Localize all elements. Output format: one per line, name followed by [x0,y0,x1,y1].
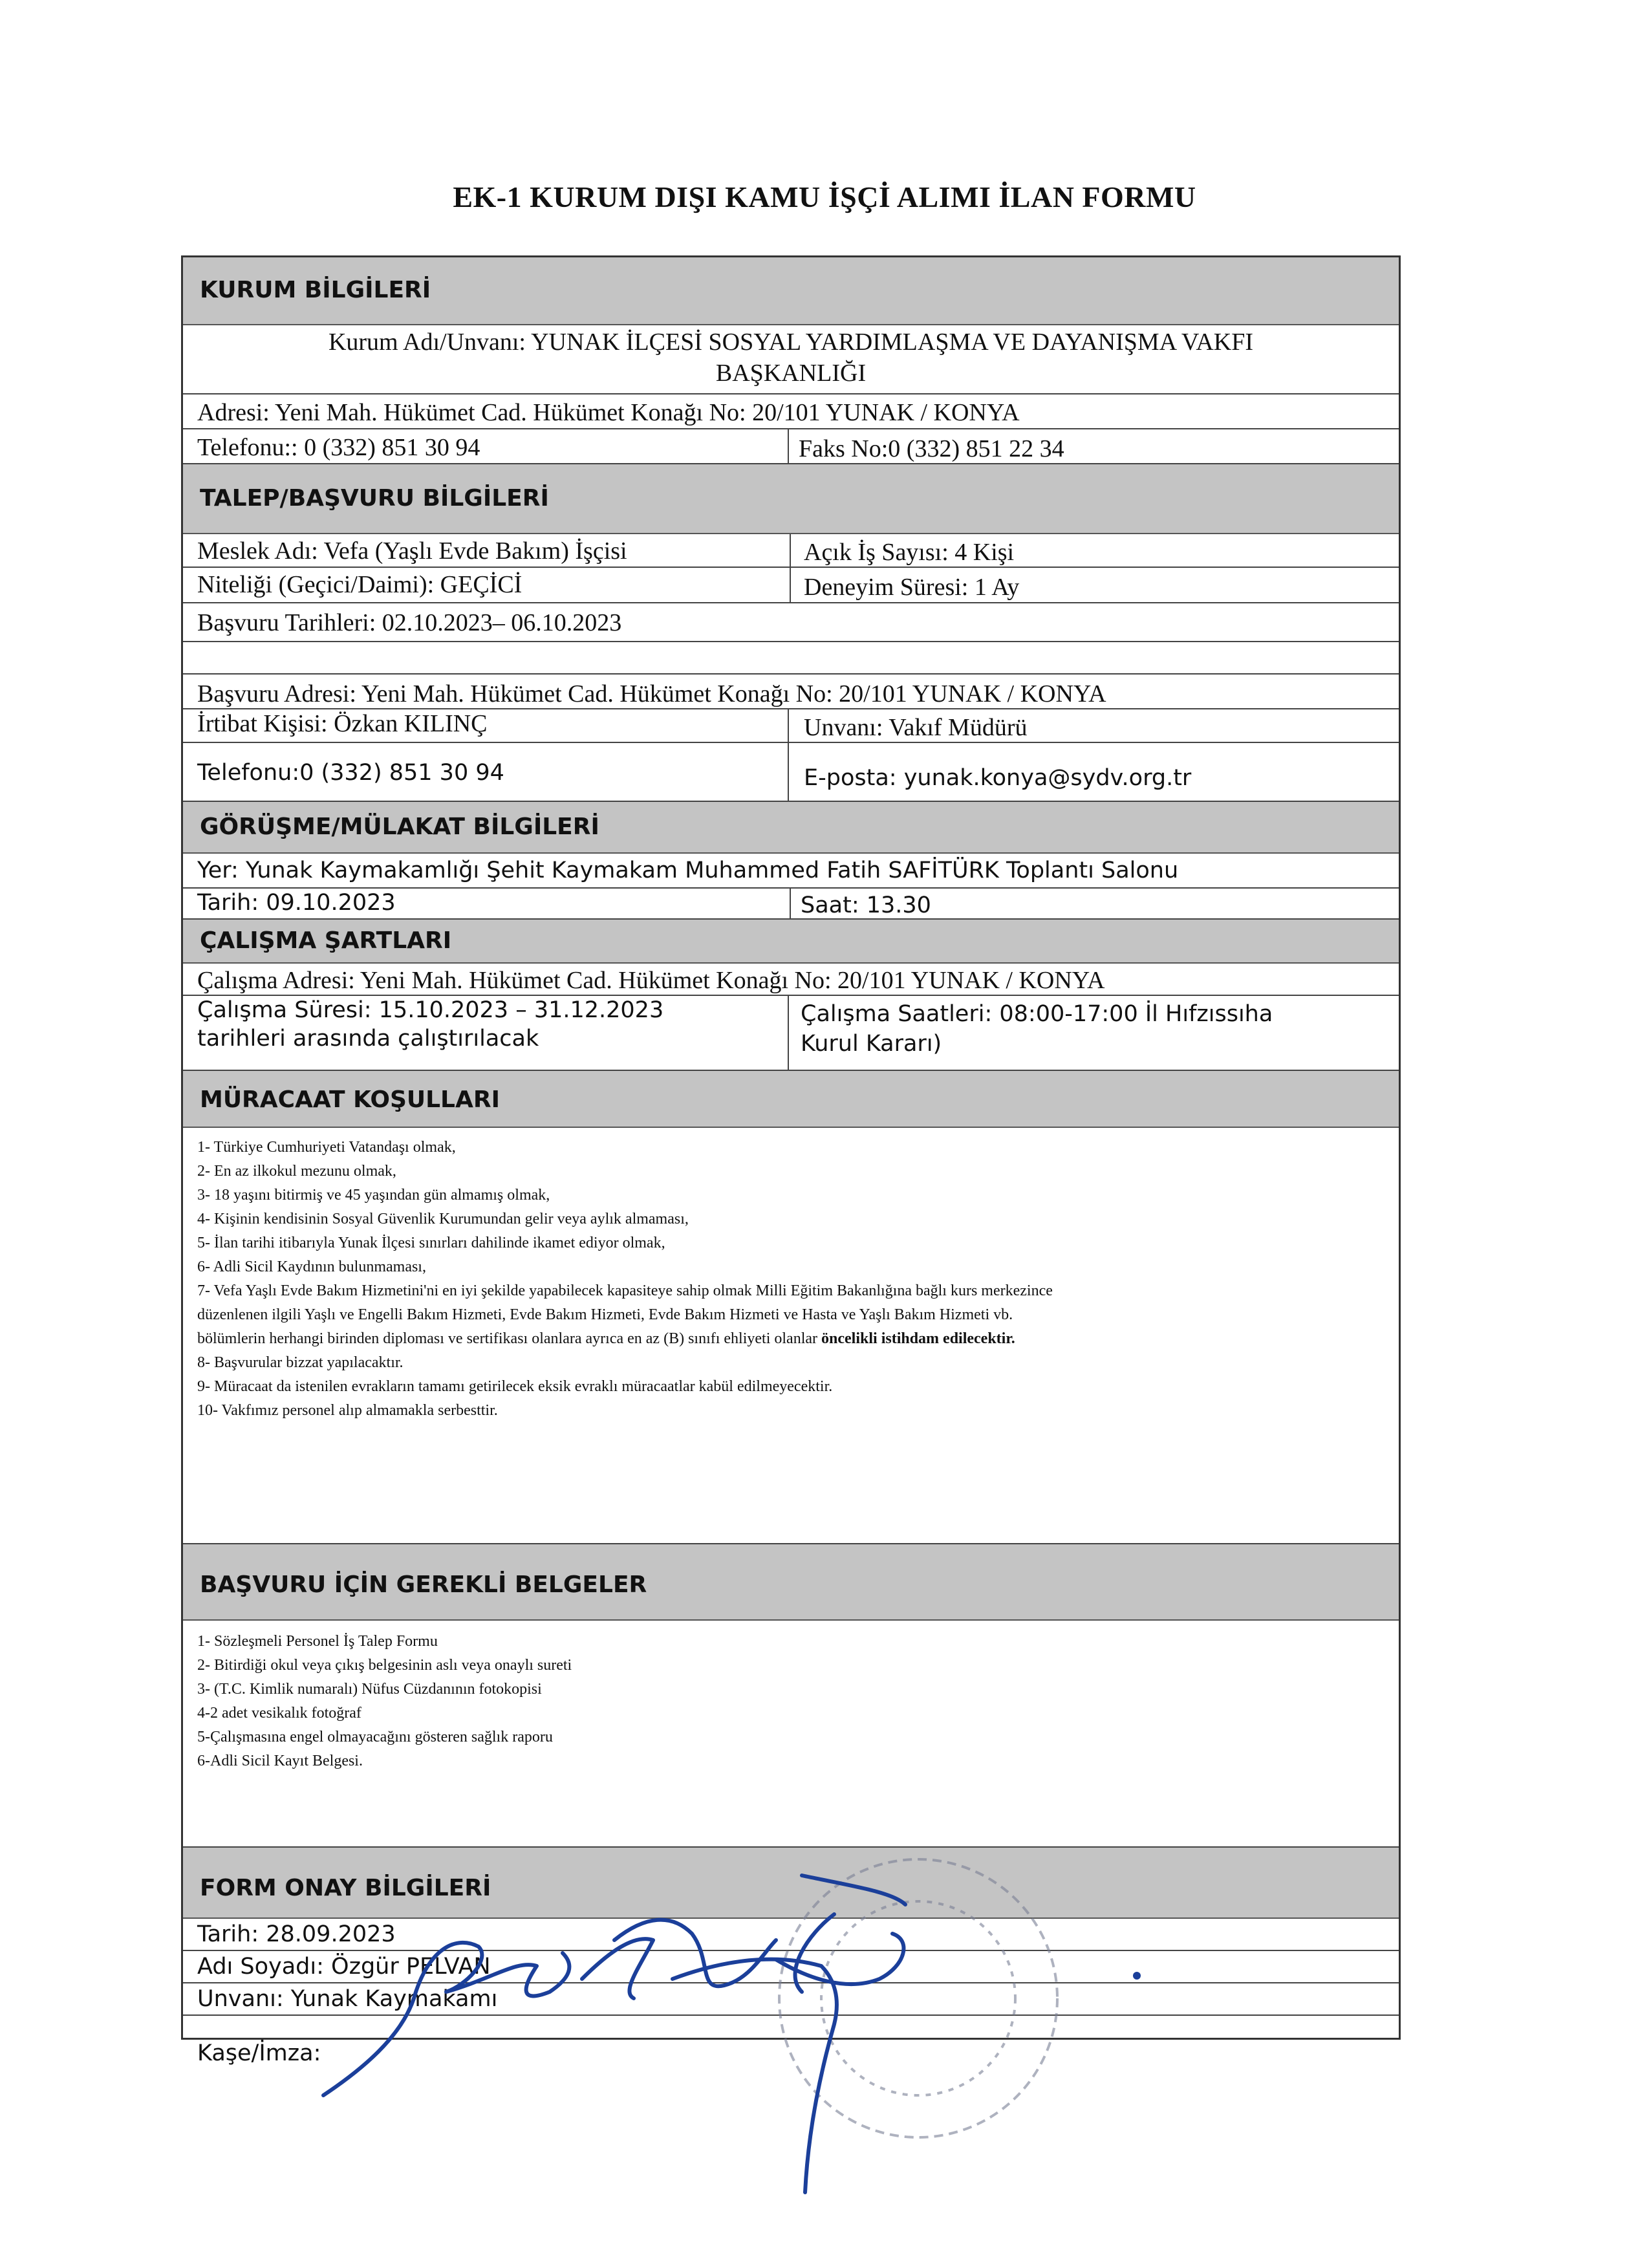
list-item: 3- 18 yaşını bitirmiş ve 45 yaşından gün almamış olmak, [197,1187,550,1204]
talep-meslek-row [183,534,1399,568]
list-item-text: bölümlerin herhangi birinden diploması ve sertifikası olanlara ayrıca en az (B) sınıfı ehliyeti olanlar [197,1330,818,1347]
gorusme-tarihi: Tarih: 09.10.2023 [197,890,396,916]
column-divider [788,429,789,464]
kurum-name-row [183,325,1399,394]
onay-kase-row [183,2016,1399,2066]
calisma-saatleri-line2: Kurul Kararı) [801,1031,942,1057]
irtibat-telefonu: Telefonu:0 (332) 851 30 94 [197,760,504,786]
onay-adi-row [183,1951,1399,1983]
talep-iletisim-row [183,743,1399,802]
column-divider [790,534,791,568]
kurum-name-line2: BAŞKANLIĞI [715,360,867,387]
section-title: BAŞVURU İÇİN GEREKLİ BELGELER [200,1571,647,1598]
gorusme-yer-row [183,854,1399,889]
gorusme-yeri: Yer: Yunak Kaymakamlığı Şehit Kaymakam Muhammed Fatih SAFİTÜRK Toplantı Salonu [197,858,1179,883]
section-title: ÇALIŞMA ŞARTLARI [200,927,452,954]
list-item: 2- En az ilkokul mezunu olmak, [197,1163,396,1180]
section-calisma-header [183,920,1399,964]
irtibat-kisisi: İrtibat Kişisi: Özkan KILINÇ [197,710,488,737]
column-divider [790,568,791,603]
list-item: 4-2 adet vesikalık fotoğraf [197,1705,361,1722]
page-title: EK-1 KURUM DIŞI KAMU İŞÇİ ALIMI İLAN FORMU [453,180,1196,213]
onay-adi-soyadi: Adı Soyadı: Özgür PELVAN [197,1954,491,1980]
column-divider [790,889,791,920]
talep-adres-row [183,675,1399,709]
talep-empty-row [183,642,1399,675]
calisma-sure-row [183,996,1399,1071]
list-item: 10- Vakfımız personel alıp almamakla serbesttir. [197,1402,498,1419]
kurum-phone: Telefonu:: 0 (332) 851 30 94 [197,434,480,461]
muracaat-list [183,1128,1399,1544]
list-item: 8- Başvurular bizzat yapılacaktır. [197,1354,404,1371]
calisma-adres-row [183,964,1399,996]
kase-imza-label: Kaşe/İmza: [197,2040,321,2066]
section-title: FORM ONAY BİLGİLERİ [200,1875,491,1901]
list-item [197,1327,1053,1351]
kurum-address-row [183,394,1399,429]
section-muracaat-header [183,1071,1399,1128]
calisma-suresi-line2: tarihleri arasında çalıştırılacak [197,1026,539,1052]
onay-tarihi: Tarih: 28.09.2023 [197,1921,396,1947]
irtibat-eposta: E-posta: yunak.konya@sydv.org.tr [804,765,1192,791]
column-divider [788,996,789,1071]
list-item: 5-Çalışmasına engel olmayacağını gösteren sağlık raporu [197,1729,553,1745]
onay-unvan-row [183,1983,1399,2016]
column-divider [788,709,789,743]
section-title: TALEP/BAŞVURU BİLGİLERİ [200,485,549,512]
gorusme-tarih-row [183,889,1399,920]
list-item: 9- Müracaat da istenilen evrakların tamamı getirilecek eksik evraklı müracaatlar kabül edilmeyecektir. [197,1378,833,1395]
deneyim-suresi: Deneyim Süresi: 1 Ay [804,574,1020,601]
calisma-saatleri-line1: Çalışma Saatleri: 08:00-17:00 İl Hıfzıssıha [801,1001,1273,1027]
list-item: 1- Sözleşmeli Personel İş Talep Formu [197,1633,438,1650]
niteligi: Niteliği (Geçici/Daimi): GEÇİCİ [197,571,523,598]
meslek-adi: Meslek Adı: Vefa (Yaşlı Evde Bakım) İşçisi [197,537,627,565]
onay-tarih-row [183,1919,1399,1951]
list-item: düzenlenen ilgili Yaşlı ve Engelli Bakım Hizmeti, Evde Bakım Hizmeti, Evde Bakım Hizmeti ve Hasta ve Yaşlı Bakım Hizmeti vb. [197,1306,1013,1323]
basvuru-tarihleri: Başvuru Tarihleri: 02.10.2023– 06.10.2023 [197,609,622,636]
section-title: GÖRÜŞME/MÜLAKAT BİLGİLERİ [200,814,599,840]
acik-is-sayisi: Açık İş Sayısı: 4 Kişi [804,539,1015,566]
belgeler-list [183,1621,1399,1848]
talep-nitelik-row [183,568,1399,603]
kurum-name-line1: Kurum Adı/Unvanı: YUNAK İLÇESİ SOSYAL YARDIMLAŞMA VE DAYANIŞMA VAKFI [328,329,1254,356]
calisma-suresi-line1: Çalışma Süresi: 15.10.2023 – 31.12.2023 [197,997,664,1023]
list-item: 7- Vefa Yaşlı Evde Bakım Hizmetini'ni en iyi şekilde yapabilecek kapasiteye sahip olmak Milli Eğitim Bakanlığına bağlı kurs merkezince [197,1282,1053,1299]
section-title: MÜRACAAT KOŞULLARI [200,1086,500,1113]
announcement-form [181,255,1401,2066]
list-item: 6-Adli Sicil Kayıt Belgesi. [197,1753,363,1769]
onay-unvani: Unvanı: Yunak Kaymakamı [197,1986,498,2012]
section-onay-header [183,1848,1399,1919]
kurum-fax: Faks No:0 (332) 851 22 34 [799,435,1064,462]
section-kurum-header [183,257,1399,325]
list-item: 5- İlan tarihi itibarıyla Yunak İlçesi sınırları dahilinde ikamet ediyor olmak, [197,1235,665,1251]
irtibat-unvani: Unvanı: Vakıf Müdürü [804,714,1028,741]
list-item: 1- Türkiye Cumhuriyeti Vatandaşı olmak, [197,1139,456,1156]
list-item: 3- (T.C. Kimlik numaralı) Nüfus Cüzdanının fotokopisi [197,1681,542,1698]
list-item: 4- Kişinin kendisinin Sosyal Güvenlik Kurumundan gelir veya aylık almaması, [197,1211,689,1227]
column-divider [788,743,789,802]
kurum-phone-row [183,429,1399,464]
list-item-bold-text: öncelikli istihdam edilecektir. [821,1330,1015,1347]
gorusme-saati: Saat: 13.30 [801,892,931,918]
talep-irtibat-row [183,709,1399,743]
kurum-address: Adresi: Yeni Mah. Hükümet Cad. Hükümet Konağı No: 20/101 YUNAK / KONYA [197,399,1020,426]
section-gorusme-header [183,802,1399,854]
list-item: 2- Bitirdiği okul veya çıkış belgesinin aslı veya onaylı sureti [197,1657,572,1674]
section-title: KURUM BİLGİLERİ [200,277,431,303]
list-item: 6- Adli Sicil Kaydının bulunmaması, [197,1258,426,1275]
basvuru-adresi: Başvuru Adresi: Yeni Mah. Hükümet Cad. Hükümet Konağı No: 20/101 YUNAK / KONYA [197,680,1106,707]
calisma-adresi: Çalışma Adresi: Yeni Mah. Hükümet Cad. Hükümet Konağı No: 20/101 YUNAK / KONYA [197,967,1105,994]
section-talep-header [183,464,1399,534]
talep-tarihler-row [183,603,1399,642]
section-belgeler-header [183,1544,1399,1621]
